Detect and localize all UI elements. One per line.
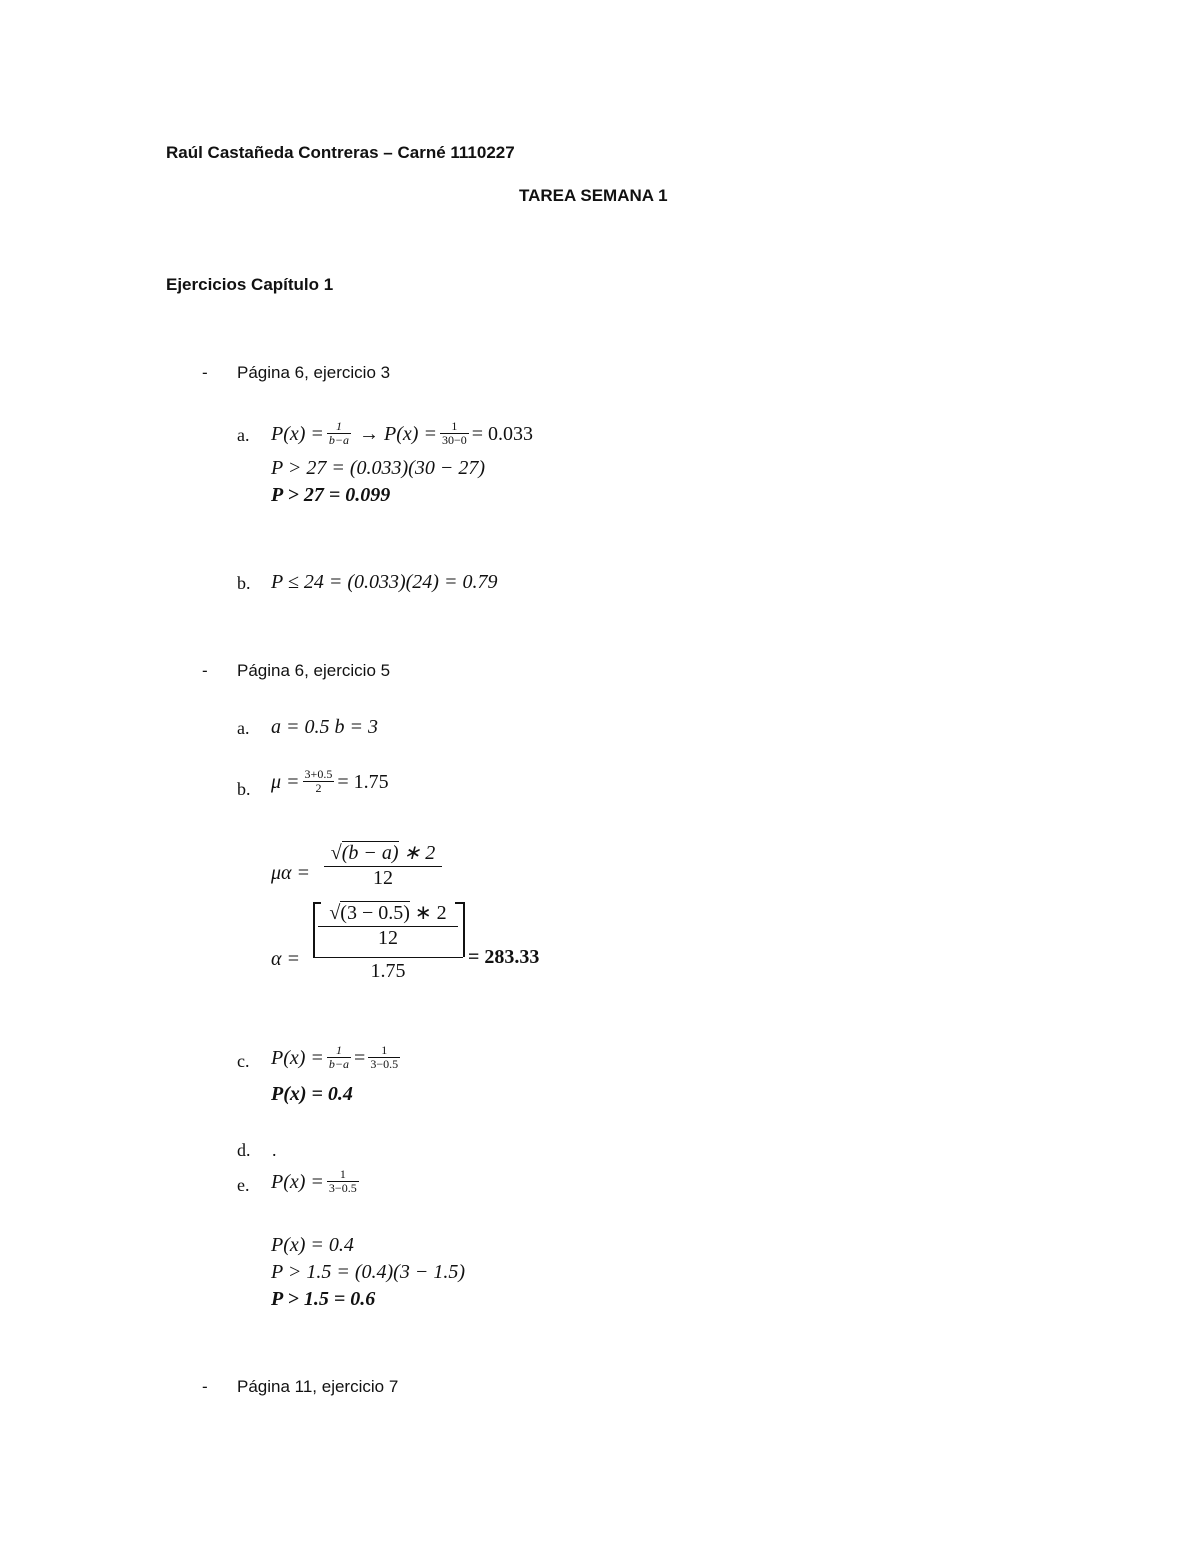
ex5-e-line2: P(x) = 0.4 — [271, 1234, 354, 1256]
ex3-a-line1 — [271, 419, 534, 449]
label-c: c. — [237, 1051, 250, 1071]
fraction-denominator: 3−0.5 — [370, 1057, 399, 1071]
label-b: b. — [237, 573, 251, 593]
fraction-numerator: 1 — [339, 1167, 346, 1181]
sqrt-icon: √ — [329, 902, 341, 924]
fraction-denominator: b−a — [328, 1057, 350, 1071]
times-two: ∗ 2 — [403, 842, 436, 864]
fraction-numerator: 1 — [335, 419, 342, 433]
fraction-numerator: 3+0.5 — [304, 767, 333, 781]
ex5-c-result: P(x) = 0.4 — [271, 1083, 353, 1105]
fraction — [327, 1168, 359, 1195]
ex5-c-line1 — [271, 1043, 403, 1073]
fraction-denominator: 3−0.5 — [328, 1181, 357, 1195]
ex3-a-result: P > 27 = 0.099 — [271, 484, 391, 506]
bullet-dash: - — [202, 1377, 208, 1396]
alpha-result: = 283.33 — [468, 946, 540, 968]
ex5-b-lhs: μ = — [271, 771, 300, 794]
fraction — [303, 768, 335, 795]
ex5-e-line3: P > 1.5 = (0.4)(3 − 1.5) — [271, 1261, 465, 1283]
fraction-denominator: b−a — [328, 433, 350, 447]
label-e: e. — [237, 1175, 250, 1195]
ex5-e-lhs: P(x) = — [271, 1171, 324, 1194]
fraction-numerator: 1 — [451, 419, 458, 433]
fraction — [327, 420, 351, 447]
label-b: b. — [237, 779, 251, 799]
times-two: ∗ 2 — [414, 902, 447, 924]
author-line: Raúl Castañeda Contreras – Carné 1110227 — [166, 143, 515, 162]
ex5-a-line: a = 0.5 b = 3 — [271, 716, 378, 738]
radicand: (b − a) — [341, 842, 399, 864]
section-heading: Ejercicios Capítulo 1 — [166, 275, 334, 294]
ex5-e-line1 — [271, 1167, 362, 1197]
bullet-dash: - — [202, 661, 208, 680]
ex3-a-lhs: P(x) = — [271, 423, 324, 446]
label-d: d. — [237, 1140, 251, 1160]
bullet-ex3: Página 6, ejercicio 3 — [237, 363, 391, 382]
inner-denominator: 12 — [378, 927, 398, 949]
ex3-a-rhs: = 0.033 — [471, 423, 534, 446]
ex5-b-rhs: = 1.75 — [337, 771, 389, 794]
bullet-ex5: Página 6, ejercicio 5 — [237, 661, 391, 680]
fraction — [327, 1044, 351, 1071]
bullet-dash: - — [202, 363, 208, 382]
ex5-c-lhs: P(x) = — [271, 1047, 324, 1070]
denominator: 12 — [373, 867, 393, 889]
equals: = — [354, 1047, 366, 1070]
fraction-denominator: 2 — [303, 781, 335, 795]
radicand: (3 − 0.5) — [340, 902, 410, 924]
sqrt-icon: √ — [330, 842, 342, 864]
fraction — [440, 420, 469, 447]
ex3-a-mid: P(x) = — [384, 423, 437, 446]
main-fraction-bar — [313, 957, 463, 958]
ex3-b-line: P ≤ 24 = (0.033)(24) = 0.79 — [271, 571, 498, 593]
alpha-inner-fraction — [318, 900, 458, 950]
arrow-icon: → — [359, 423, 380, 446]
bullet-ex7: Página 11, ejercicio 7 — [237, 1377, 399, 1396]
fraction-denominator: 30−0 — [441, 433, 467, 447]
page-title: TAREA SEMANA 1 — [519, 186, 668, 205]
mu-alpha-fraction — [324, 840, 442, 890]
d-dot: . — [272, 1140, 277, 1160]
fraction — [368, 1044, 400, 1071]
fraction-numerator: 1 — [335, 1043, 342, 1057]
alpha-denominator: 1.75 — [370, 960, 406, 982]
alpha-lhs: α = — [271, 948, 300, 970]
fraction-numerator: 1 — [381, 1043, 388, 1057]
mu-alpha-lhs: μα = — [271, 862, 311, 884]
label-a: a. — [237, 718, 250, 738]
ex3-a-line2: P > 27 = (0.033)(30 − 27) — [271, 457, 485, 479]
ex5-e-result: P > 1.5 = 0.6 — [271, 1288, 376, 1310]
ex5-b-line — [271, 767, 389, 797]
label-a: a. — [237, 425, 250, 445]
